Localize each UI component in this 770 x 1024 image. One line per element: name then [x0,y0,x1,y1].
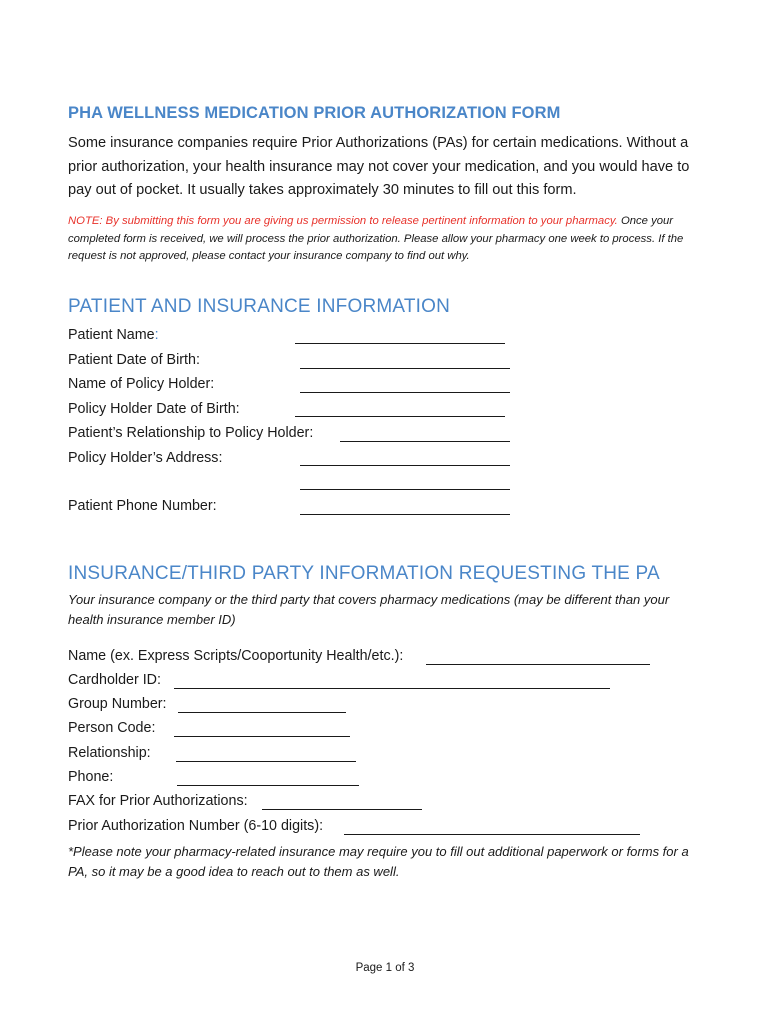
patient-name-text: Patient Name [68,327,155,343]
page-number: Page 1 of 3 [355,962,415,974]
patient-section-heading: PATIENT AND INSURANCE INFORMATION [68,296,451,317]
person-code-field[interactable] [174,736,350,737]
insurance-relationship-label: Relationship: [68,745,151,761]
patient-name-field[interactable] [295,343,505,344]
insurance-phone-label: Phone: [68,769,114,785]
processing-note: Once your completed form is received, we will process the prior authorization. Please allow your pharmacy one week to process. If the request is not approved, please contact your insurance company to find out why. [68,215,684,262]
address-field-line2[interactable] [300,489,510,490]
patient-name-colon: : [154,327,159,343]
fax-field[interactable] [262,809,422,810]
phone-label: Patient Phone Number: [68,498,217,514]
intro-paragraph [68,132,713,203]
form-title: PHA WELLNESS MEDICATION PRIOR AUTHORIZATION FORM [68,104,561,122]
address-field-line1[interactable] [300,465,510,466]
pa-number-label: Prior Authorization Number (6-10 digits): [68,818,324,834]
phone-field[interactable] [300,514,510,515]
fax-label: FAX for Prior Authorizations: [68,793,248,809]
person-code-label: Person Code: [68,720,156,736]
group-number-field[interactable] [178,712,346,713]
cardholder-id-field[interactable] [174,688,610,689]
insurance-footnote: *Please note your pharmacy-related insurance may require you to fill out additional paperwork or forms for a PA, so it may be a good idea to reach out to them as well. [68,844,689,879]
insurance-section-heading: INSURANCE/THIRD PARTY INFORMATION REQUESTING THE PA [68,563,660,584]
patient-name-label [68,327,159,343]
relationship-field[interactable] [340,441,510,442]
pa-number-field[interactable] [344,834,640,835]
policy-holder-dob-field[interactable] [295,416,505,417]
relationship-label: Patient’s Relationship to Policy Holder: [68,425,314,441]
permission-note: NOTE: By submitting this form you are giving us permission to release pertinent information to your pharmacy. [68,215,618,227]
submission-note [68,213,718,266]
patient-dob-label: Patient Date of Birth: [68,352,200,368]
insurance-phone-field[interactable] [177,785,359,786]
address-label: Policy Holder’s Address: [68,450,223,466]
policy-holder-dob-label: Policy Holder Date of Birth: [68,401,240,417]
cardholder-id-label: Cardholder ID: [68,672,161,688]
policy-holder-label: Name of Policy Holder: [68,376,215,392]
insurer-name-field[interactable] [426,664,650,665]
insurer-name-label: Name (ex. Express Scripts/Cooportunity Health/etc.): [68,648,404,664]
insurance-relationship-field[interactable] [176,761,356,762]
patient-dob-field[interactable] [300,368,510,369]
policy-holder-field[interactable] [300,392,510,393]
insurance-section-subtitle: Your insurance company or the third party that covers pharmacy medications (may be different than your health insurance member ID) [68,592,670,627]
group-number-label: Group Number: [68,696,167,712]
intro-text: Some insurance companies require Prior Authorizations (PAs) for certain medications. Without a prior authorization, your health insurance may not cover your medication, and you would have to pay out of pocket. It usually takes approximately 30 minutes to fill out this form. [68,135,690,198]
